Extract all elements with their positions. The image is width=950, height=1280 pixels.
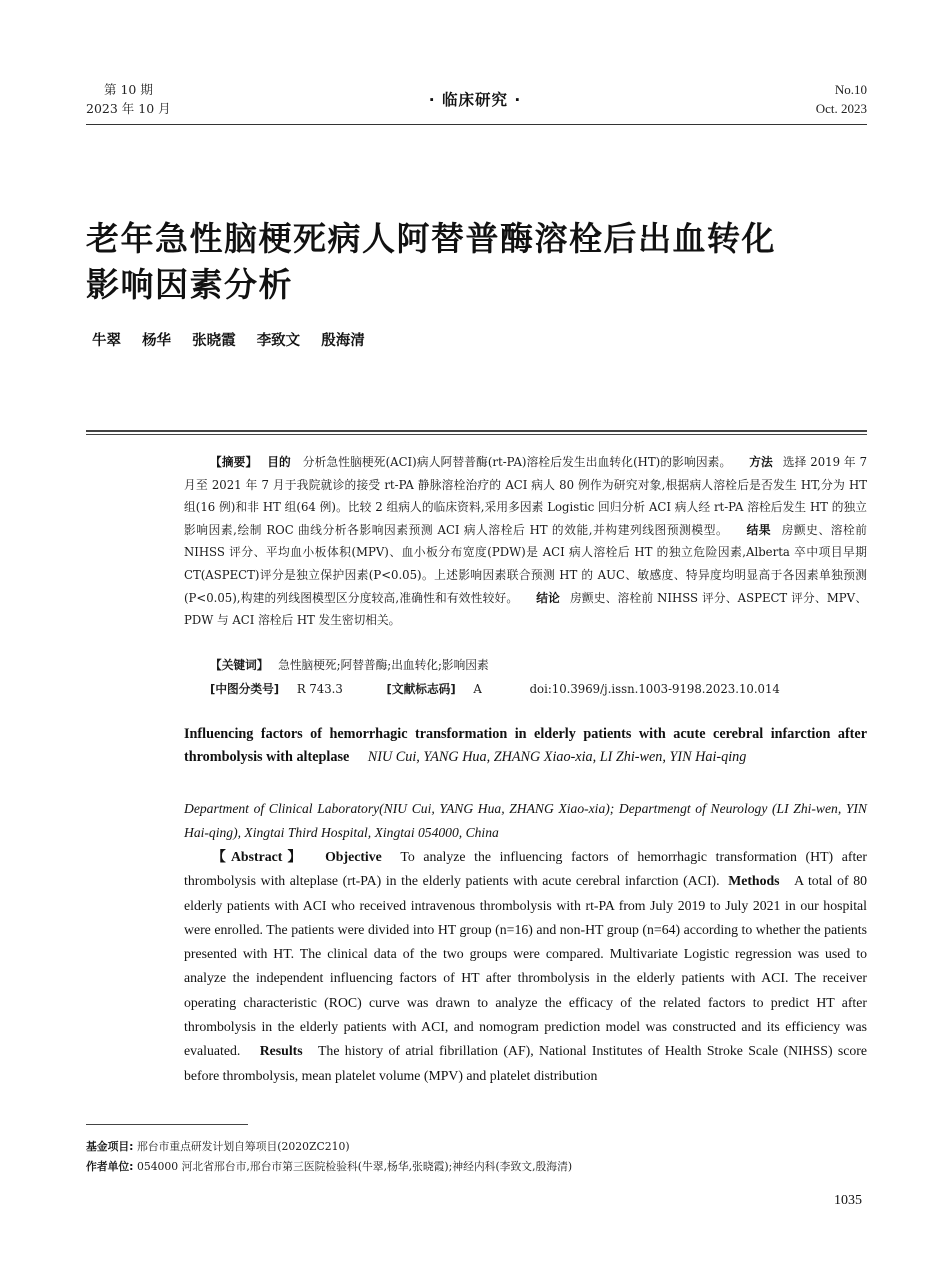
author-cn: 李致文 — [256, 333, 301, 349]
methods-en-text: A total of 80 elderly patients with ACI who received intravenous thrombolysis with rt-PA from July 2019 to July 2021 in our hospital were enrolled. The patients were divided into HT group (n=16) and non-HT group (n=64) according to whether the patients presented with HT. The clinical data of the two groups were compared. Multivariate Logistic regression was used to analyze the independent influencing factors of HT after thrombolysis in the elderly patients with ACI. The receiver operating characteristic (ROC) curve was drawn to analyze the efficacy of the related factors to predict HT after thrombolysis in the elderly patients with ACI, and nomogram prediction model was constructed and its efficiency was evaluated. — [184, 873, 867, 1059]
footnote-fund — [86, 1138, 886, 1156]
results-cn-label: 结果 — [746, 522, 772, 537]
methods-cn-text: 选择 2019 年 7 月至 2021 年 7 月于我院就诊的接受 rt-PA 静脉溶栓治疗的 ACI 病人 80 例作为研究对象,根据病人溶栓后是否发生 HT,分为 HT 组(16 例)和非 HT 组(64 例)。比较 2 组病人的临床资料,采用多因素 Logistic 回归分析 ACI 病人经 rt-PA 溶栓后发生 HT 的独立影响因素,绘制 ROC 曲线分析各影响因素预测 ACI 病人溶栓后 HT 的效能,并构建列线图预测模型。 — [184, 455, 868, 537]
divider-rule-thick — [86, 430, 867, 432]
header-date-en: Oct. 2023 — [815, 101, 867, 116]
keywords-cn-text: 急性脑梗死;阿替普酶;出血转化;影响因素 — [278, 658, 489, 672]
doi: doi:10.3969/j.issn.1003-9198.2023.10.014 — [529, 682, 780, 696]
objective-en-text: To analyze the influencing factors of hemorrhagic transformation (HT) after thrombolysis with alteplase (rt-PA) in the elderly patients with acute cerebral infarction (ACI). — [184, 849, 867, 889]
author-cn: 牛翠 — [92, 333, 121, 349]
results-en-label: Results — [259, 1043, 303, 1059]
page-number: 1035 — [834, 1193, 862, 1208]
abstract-en-label: 【Abstract】 — [212, 849, 307, 864]
title-line-2: 影响因素分析 — [86, 265, 293, 304]
fund-label: 基金项目: — [86, 1140, 134, 1153]
paper-title — [86, 216, 886, 308]
objective-en-label: Objective — [325, 849, 382, 864]
class-value: R 743.3 — [296, 682, 343, 696]
english-authors: NIU Cui, YANG Hua, ZHANG Xiao-xia, LI Zhi-wen, YIN Hai-qing — [367, 749, 747, 765]
keywords-cn — [210, 654, 867, 676]
fund-text: 邢台市重点研发计划自筹项目(2020ZC210) — [136, 1140, 350, 1153]
english-title: Influencing factors of hemorrhagic transformation in elderly patients with acute cerebral infarction after thrombolysis with alteplase — [184, 726, 867, 765]
abstract-cn-label: 【摘要】 — [210, 455, 258, 469]
footnote-rule — [86, 1124, 248, 1125]
results-en-text: The history of atrial fibrillation (AF), National Institutes of Health Stroke Scale (NIHSS) score before thrombolysis, mean platelet volume (MPV) and platelet distribution — [184, 1043, 868, 1083]
objective-cn-label: 目的 — [267, 455, 291, 469]
doccode-label: [文献标志码] — [386, 682, 456, 696]
unit-label: 作者单位: — [86, 1160, 134, 1173]
divider-rule-thin — [86, 434, 867, 435]
conclusion-cn-text: 房颤史、溶栓前 NIHSS 评分、ASPECT 评分、MPV、PDW 与 ACI 溶栓后 HT 发生密切相关。 — [184, 590, 868, 628]
methods-cn-label: 方法 — [749, 455, 773, 469]
abstract-cn — [184, 451, 867, 632]
header-issue-en: No.10 — [834, 82, 867, 97]
title-line-1: 老年急性脑梗死病人阿替普酶溶栓后出血转化 — [86, 219, 776, 258]
methods-en-label: Methods — [728, 873, 780, 889]
doccode-value: A — [473, 682, 482, 696]
author-cn: 张晓霞 — [192, 333, 236, 349]
english-title-block — [184, 723, 867, 769]
conclusion-cn-label: 结论 — [536, 590, 561, 605]
authors-cn — [92, 329, 381, 350]
header-issue-cn: 第 10 期 — [104, 82, 153, 97]
results-cn-text: 房颤史、溶栓前 NIHSS 评分、平均血小板体积(MPV)、血小板分布宽度(PDW)是 ACI 病人溶栓后 HT 的独立危险因素,Alberta 卒中项目早期 CT(ASPECT)评分是独立保护因素(P<0.05)。上述影响因素联合预测 HT 的 AUC、敏感度、特异度均明显高于各因素单独预测(P<0.05),构建的列线图模型区分度较高,准确性和有效性较好。 — [184, 522, 867, 605]
header-rule — [86, 124, 867, 125]
header-date-cn: 2023 年 10 月 — [86, 101, 171, 116]
author-cn: 杨华 — [142, 333, 172, 349]
class-label: [中图分类号] — [210, 682, 280, 696]
objective-cn-text: 分析急性脑梗死(ACI)病人阿替普酶(rt-PA)溶栓后发生出血转化(HT)的影响因素。 — [302, 455, 732, 469]
footnote-unit — [86, 1158, 886, 1176]
english-affiliation: Department of Clinical Laboratory(NIU Cui, YANG Hua, ZHANG Xiao-xia); Departmengt of Neurology (LI Zhi-wen, YIN Hai-qing), Xingtai Third Hospital, Xingtai 054000, China — [184, 801, 867, 840]
keywords-cn-label: 【关键词】 — [210, 658, 269, 672]
section-title: · 临床研究 · — [428, 91, 522, 109]
classification-line — [210, 678, 867, 700]
author-cn: 殷海清 — [321, 333, 365, 349]
abstract-en — [184, 845, 867, 1088]
unit-text: 054000 河北省邢台市,邢台市第三医院检验科(牛翠,杨华,张晓霞);神经内科(李致文,殷海清) — [136, 1160, 573, 1173]
